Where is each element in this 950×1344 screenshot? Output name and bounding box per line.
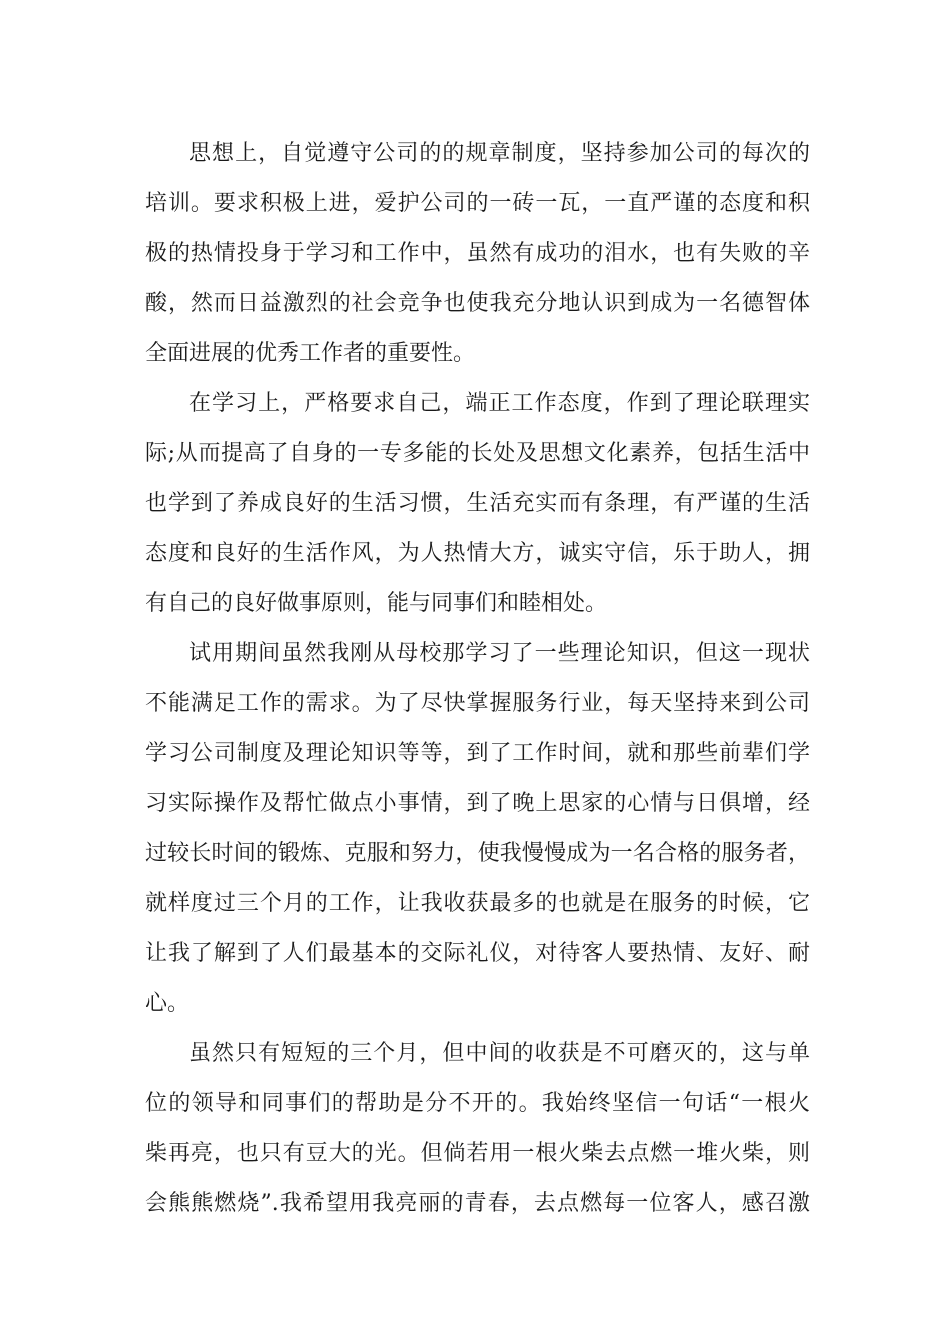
paragraph-2-line-1: 在学习上，严格要求自己，端正工作态度，作到了理论联理实 [189, 391, 810, 416]
paragraph-2-line-5: 有自己的良好做事原则，能与同事们和睦相处。 [145, 591, 608, 616]
paragraph-3-line-6: 就样度过三个月的工作，让我收获最多的也就是在服务的时候，它 [145, 891, 810, 916]
paragraph-4-line-2: 位的领导和同事们的帮助是分不开的。我始终坚信一句话“一根火 [145, 1091, 810, 1116]
paragraph-3-line-2: 不能满足工作的需求。为了尽快掌握服务行业，每天坚持来到公司 [145, 691, 810, 716]
paragraph-3-line-5: 过较长时间的锻炼、克服和努力，使我慢慢成为一名合格的服务者， [145, 841, 810, 866]
paragraph-4-line-3: 柴再亮，也只有豆大的光。但倘若用一根火柴去点燃一堆火柴，则 [145, 1141, 810, 1166]
paragraph-3-line-3: 学习公司制度及理论知识等等，到了工作时间，就和那些前辈们学 [145, 741, 810, 766]
paragraph-2-line-3: 也学到了养成良好的生活习惯，生活充实而有条理，有严谨的生活 [145, 491, 810, 516]
paragraph-1-line-1: 思想上，自觉遵守公司的的规章制度，坚持参加公司的每次的 [189, 141, 810, 166]
paragraph-2-line-2: 际;从而提高了自身的一专多能的长处及思想文化素养，包括生活中 [145, 441, 810, 466]
paragraph-1-line-2: 培训。要求积极上进，爱护公司的一砖一瓦，一直严谨的态度和积 [145, 191, 810, 216]
paragraph-4-line-1: 虽然只有短短的三个月，但中间的收获是不可磨灭的，这与单 [189, 1041, 810, 1066]
paragraph-1-line-3: 极的热情投身于学习和工作中，虽然有成功的泪水，也有失败的辛 [145, 241, 810, 266]
paragraph-1-line-5: 全面进展的优秀工作者的重要性。 [145, 341, 476, 366]
paragraph-3-line-4: 习实际操作及帮忙做点小事情，到了晚上思家的心情与日俱增，经 [145, 791, 810, 816]
paragraph-3-line-8: 心。 [145, 991, 190, 1016]
paragraph-1-line-4: 酸，然而日益激烈的社会竞争也使我充分地认识到成为一名德智体 [145, 291, 810, 316]
paragraph-3-line-1: 试用期间虽然我刚从母校那学习了一些理论知识，但这一现状 [189, 641, 810, 666]
document-body [145, 129, 810, 1229]
paragraph-3-line-7: 让我了解到了人们最基本的交际礼仪，对待客人要热情、友好、耐 [145, 941, 810, 966]
paragraph-4-line-4: 会熊熊燃烧”.我希望用我亮丽的青春，去点燃每一位客人，感召激 [145, 1191, 810, 1216]
paragraph-2-line-4: 态度和良好的生活作风，为人热情大方，诚实守信，乐于助人，拥 [145, 541, 810, 566]
